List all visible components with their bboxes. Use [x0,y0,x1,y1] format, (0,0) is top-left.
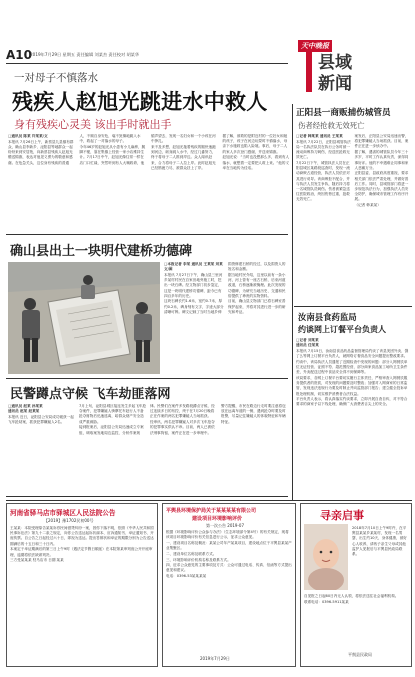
lead-headline: 残疾人赵旭光跳进水中救人 [12,90,268,114]
footer-date: 2019年7月29日 [200,656,230,661]
side-story-para: 该局要求，各网上订餐平台要切实履行主体责任，严格审查入网餐饮服务提供者的资质，对发现的问题要及时整改；加强对入网商家的日常监管，发现违法违规行为要及时制止并向监管部门报告；建立健全投诉举报处理机制，切实维护消费者合法权益。 [296,375,408,396]
side-story-subhead: 约谈网上订餐平台负责人 [298,325,386,334]
side-story-body [296,338,410,498]
logo-top: 天中晚报 [298,40,332,52]
side-story-byline: □记者 刘某某 通讯员 任某某 [296,338,319,348]
lead-body [8,134,290,234]
missing-person-title: 寻亲启事 [320,509,364,522]
right-story-para: 据了解，遇害的城管队员今年三十多岁，平时工作认真负责，深得同事好评。他的不幸遇难让同事和家人悲痛万分。 [354,150,409,170]
photo-story-para: 目前，确山县文物部门已将石碑妥善保护起来，并将对其进行进一步的研究和考证。 [228,299,286,314]
env-notice-para: 根据《环境影响评价公众参与办法》（生态环境部令第4号）的有关规定，现将该项目环境影响评价有关信息进行公示，征求公众意见。 [166,530,289,540]
bottom-left-body [8,404,288,494]
lead-para: 本报讯 7月26日上午，新蔡县九县镇有群众，确山县李新乡、泌阳县等地群众一起纷纷来到安居苑，向新蔡县残疾人赵旭光赠送锦旗，表达对他见义勇为的敬意和感谢。在危急关头，这位身有残疾的普通人，不顾自身安危，毫不犹豫地跳入水中，救起了一对落水的母子。 [8,134,141,165]
env-notice-para: 一、建设项目名称及概况：某某公司年产某某项目，建设地点位于平舆县某某产业集聚区。 [166,540,292,551]
bottom-left-para: 警方提醒，市民在路边行走时要注意将包放在远离车道的一侧，遇到抢夺时要及时报警，尽量记住嫌疑人的体貌特征和车辆特征。 [221,404,286,424]
right-story-para: （记者 韩某某） [354,203,381,208]
lead-subhead: 身有残疾心灵美 该出手时就出手 [14,118,172,131]
photo-story-body [164,262,288,372]
side-story-para: 本报讯 7月15日，汝南县食品药品监督管理局约谈了该县美团外卖、饿了么等网上订餐平台负责人，就网络订餐食品安全问题提出整改要求。 [296,348,409,359]
bottom-left-para: 接到报案后，泌阳县公安局迅速成立专案组，调取案发地周边监控，分析作案规律。民警们在案件多发路段蹲点守候，经过连续多日的布控，终于在7月20日晚将正在作案的两名犯罪嫌疑人当场抓获。 [79,404,215,435]
side-story-para: 约谈中，该局执法人员通报了近期检查中发现的问题：部分入网餐饮单位无证经营、证照不符、超范围经营，部分商家食品加工场所卫生条件差，外卖配送过程中食品安全得不到保障等。 [296,359,408,375]
side-story-para: 平台负责人表示，将认真落实约谈要求，立即开展自查自纠，对不符合要求的商家予以下线处理，确保广大消费者舌尖上的安全。 [296,397,408,407]
missing-person-footer-2: 平舆县民政局 [348,652,372,657]
right-story-para: 正阳县委、县政府高度重视，要求相关部门依法严肃处理，并做好善后工作。同时，县城管部门将进一步规范执法行为，加强执法人员安全防护，确保城市管理工作有序开展。 [354,171,409,202]
env-notice-title: 平舆县环境保护局关于某某某某有限公司 [166,508,257,514]
env-notice-para: 三、环境影响评价机构名称及联系方式。 [166,557,231,562]
right-story-para: 本报讯 7月22日，正阳县城管执法局一名执法队员在执行公务时被一流动商贩持刀刺伤，经送医抢救无效死亡。 [296,139,351,160]
missing-person-para: 自见报之日起60日内无人认领，将依法送往社会福利机构。 [304,594,399,598]
photo-story-para: 本报讯 7月27日下午，确山县三里河乡某村村民在自家田地旁施工时，挖出一块石碑。经文物部门初步鉴定，这是一块明代建桥功德碑，距今已有四百多年的历史。 [164,272,223,298]
lead-kicker: 一对母子不慎落水 [14,72,98,84]
logo-red-bar [306,52,312,92]
env-notice-para: 四、征求公众意见的主要事项及方式：公众可通过电话、传真、信函等方式提出意见和建议。 [166,563,292,573]
bottom-left-headline: 民警蹲点守候 飞车劫匪落网 [10,387,171,402]
section-logo [298,40,410,102]
photo-bottom-rule [6,378,288,379]
missing-person-footer: 联系电话：0396-5911某某 [304,599,349,604]
missing-person-para: 2018年7月10日上午9时许，在平舆县某某乡某某村，发现一名男婴，出生约10天，身体健康，被好心人收养，请孩子亲生父母或其他监护人见报后与平舆县民政局联系。 [352,526,407,557]
bottom-left-rule [6,496,288,497]
photo-story-para: 这块石碑长约1.6米，宽约0.7米，厚约0.2米，碑身刻有文字，字迹大部分清晰可辨。碑文记载了当时当地乡绅捐资修建石桥的经过，以及捐资人的姓名和金额。 [164,262,286,314]
photo-story-headline: 确山县出土一块明代建桥功德碑 [10,244,193,259]
right-story-para: 7月22日下午，城管执法人员在正阳县城区某路段巡查时，发现一流动商贩占道经营，执法人员依法对其进行劝导。该商贩拒不配合，并与执法人员发生争执，随后持刀将一名城管队员刺伤。伤者被紧急送往医院救治，终因伤势过重，抢救无效死亡。 [296,161,350,202]
lead-para: 赵旭光说：“当时也没想那么多，看到有人落水，就想着一定要把人救上来。”他的义举在当地传为佳话。 [222,155,290,170]
bottom-left-byline: □通讯员 赵某 孙某某 通讯员 赵某 赵某某 [8,404,43,414]
lead-para: 今年46岁的赵旭光从小患有小儿麻痹，腿脚不便，靠在集镇上经营一家小店维持生计。7月17日中午，赵旭光像往常一样在店门口忙碌，突然听到有人大喊救命，他循声望去，发现一名妇女和一个小孩在河中挣扎。 [79,134,216,165]
right-mid-rule [294,306,412,307]
bottom-left-para: 本报讯 近日，泌阳县公安局成功破获一起飞车抢劫案，抓获犯罪嫌疑人2名。 [8,414,74,425]
photo-story-para: 据当地村民介绍，这里以前有一条小河，河上曾有一座古石桥，后来河道改道，石桥逐渐被掩埋。此次发现的功德碑，为研究当地历史、交通和民俗提供了珍贵的实物资料。 [228,272,286,298]
logo-word-2: 新闻 [318,74,352,94]
right-story-body [296,134,410,304]
page-number: A10 [6,48,32,62]
lead-byline: □通讯员 陈某 许某某/文 [8,134,48,138]
right-story-byline: □记者 韩某某 通讯员 王某某 [296,134,343,138]
env-notice-sub: 第一次公告 2019-07 [206,523,244,528]
bottom-left-para: 7月上旬，泌阳县城区接连发生多起飞车抢夺案件，犯罪嫌疑人骑摩托车趁行人不备抢夺财物后迅速逃离，给群众财产安全造成严重威胁。 [79,404,146,424]
court-notice-body [10,526,154,656]
court-notice-para: 王某某：本院受理原告某某诉你民间借贷纠纷一案，因你下落不明，依照《中华人民共和国民事诉讼法》第九十二条之规定，向你公告送达起诉状副本、应诉通知书、举证通知书、开庭传票。自公告之日起经过六十日，即视为送达。提出答辩状和举证的期限分别为公告送达期满后的十五日和三十日内。 [10,526,154,546]
env-notice-title-2: 建设项目环境影响评价 [192,516,243,522]
date-line: 2019年7月29日 星期五 责任编辑 刘某杰 责任校对 胡某华 [30,52,140,57]
infant-photo [304,524,348,590]
lead-bottom-rule [6,234,288,235]
photo-caption: □本报记者 李某 通讯员 王某某 刘某 文/图 [164,262,223,272]
photo-illustration [8,262,160,374]
lead-para: 据了解，被救的是附近村的一位妇女和她的孩子，孩子在河边玩耍时不慎落水，母亲下水施救也陷入险境。事后，母子二人的家人多次登门感谢，并送来锦旗。 [222,134,288,154]
missing-person-body [352,526,408,592]
lead-para: 来不及多想，赵旭光拖着残疾的腿快速跑到河边，纵身跳入水中，经过几番努力，终于将母子二人推到岸边。众人闻讯赶来，合力将母子二人拉上岸。此时赵旭光已经筋疲力尽，被群众扶上了岸。 [151,144,216,170]
missing-person-body-2 [304,594,408,646]
env-notice-para: 二、建设单位名称及联系方式。 [166,551,217,556]
court-notice-para: 本案定于举证期满后的第三日上午9时（遇法定节假日顺延）在本院第某审判庭公开开庭审理，逾期将依法缺席判决。 [10,547,153,557]
court-notice-sub: 【2019】豫1702民初00号 [44,518,94,523]
right-story-headline: 正阳县一商贩捕伤城管员 [296,108,391,118]
masthead-rule [6,63,288,64]
court-notice-title: 河南省驿马店市驿城区人民法院公告 [10,509,116,517]
right-column-divider [292,104,293,500]
notices-top-rule [6,500,412,501]
bottom-left-para: 经审讯，两名犯罪嫌疑人对多次飞车抢夺的犯罪事实供认不讳。目前，两人已被依法刑事拘留，案件正在进一步审理中。 [150,420,215,435]
bridge-stele-photo [8,262,160,374]
logo-word-1: 县域 [318,53,352,73]
infant-illustration [304,524,348,590]
side-story-headline: 汝南县食药监局 [298,312,357,322]
court-notice-footer: 三方受某某某 驻马店市 日期 某某 [10,558,64,563]
right-story-subhead: 伤者经抢救无效死亡 [298,121,365,130]
right-story-para: 案发后，正阳县公安局迅速出警，将犯罪嫌疑人当场抓获。目前，案件正在进一步侦办中。 [354,134,409,149]
env-notice-footer: 电话：0396-53某某某某 [166,574,207,579]
env-notice-body [166,530,292,662]
